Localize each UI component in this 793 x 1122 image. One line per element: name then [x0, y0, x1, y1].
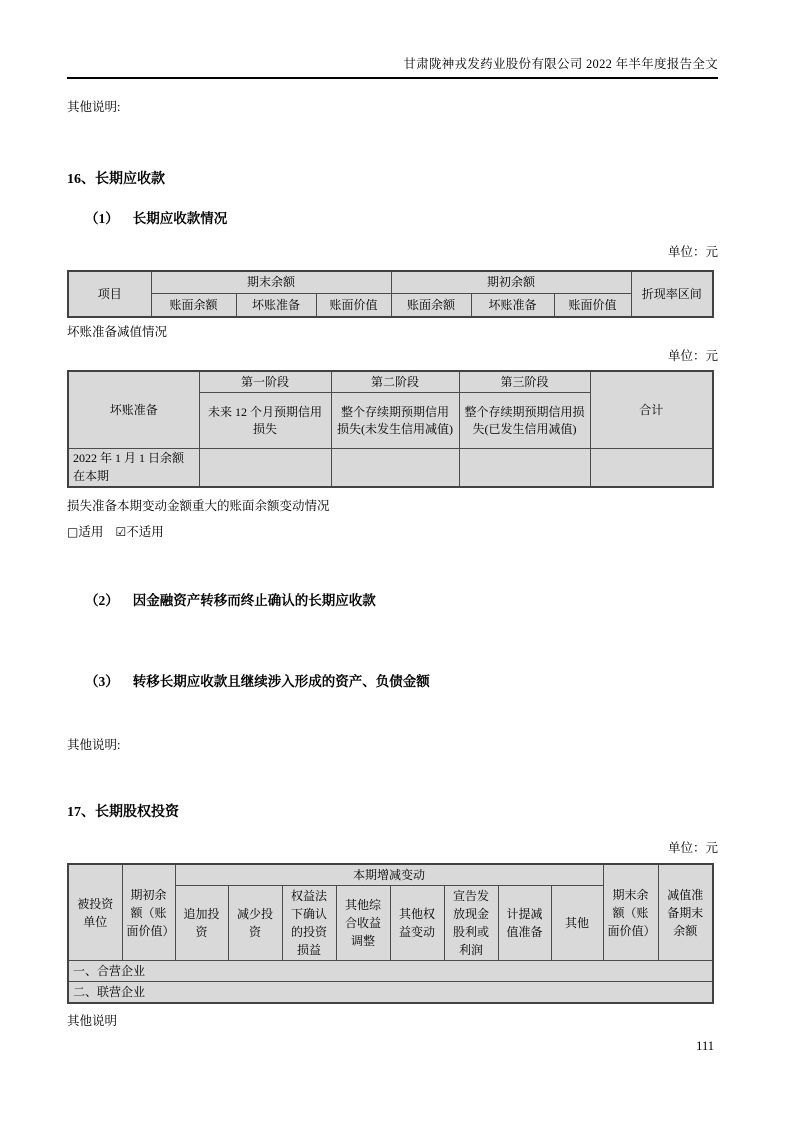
bad-debt-provision-stages-table — [67, 370, 714, 488]
t2-header-stage2: 第二阶段 — [331, 371, 459, 393]
t3-row-joint-ventures: 一、合营企业 — [68, 961, 713, 982]
t3-header-investee: 被投资单位 — [68, 864, 122, 961]
t2-row-label: 2022 年 1 月 1 日余额在本期 — [68, 449, 199, 487]
page-content — [67, 0, 718, 1030]
t2-row-stage1-value — [199, 449, 331, 487]
applicability-checkbox-row — [67, 522, 718, 540]
section-16-1-text: 长期应收款情况 — [132, 210, 228, 226]
checkbox-applicable — [67, 525, 103, 539]
unit-label-2: 单位：元 — [667, 349, 718, 364]
section-16-3-text: 转移长期应收款且继续涉入形成的资产、负债金额 — [132, 673, 430, 689]
t3-header-ending-balance: 期末余额（账面价值） — [603, 864, 658, 961]
unit-label-1: 单位：元 — [667, 244, 718, 259]
section-16-2-title — [85, 589, 718, 609]
t2-header-stage3: 第三阶段 — [459, 371, 590, 393]
t2-row-stage3-value — [459, 449, 590, 487]
t1-header-ending-book-balance: 账面余额 — [151, 294, 236, 317]
t2-header-stage1: 第一阶段 — [199, 371, 331, 393]
section-16-2-text: 因金融资产转移而终止确认的长期应收款 — [132, 592, 376, 608]
loss-change-note: 损失准备本期变动金额重大的账面余额变动情况 — [67, 499, 330, 514]
document-header-title: 甘肃陇神戎发药业股份有限公司 2022 年半年度报告全文 — [67, 0, 718, 79]
t2-row-stage2-value — [331, 449, 459, 487]
t3-header-additional-investment: 追加投资 — [175, 886, 228, 961]
t2-header-stage2-desc: 整个存续期预期信用损失(未发生信用减值) — [331, 393, 459, 449]
t3-header-impairment-provision: 计提减值准备 — [498, 886, 551, 961]
bad-debt-impairment-note: 坏账准备减值情况 — [67, 324, 168, 339]
t3-row-associates: 二、联营企业 — [68, 982, 713, 1004]
section-16-3-number: （3） — [85, 673, 119, 689]
t1-header-beginning-balance-group: 期初余额 — [391, 271, 631, 294]
t3-header-reduced-investment: 减少投资 — [228, 886, 282, 961]
checkbox-not-applicable-label: 不适用 — [126, 524, 164, 539]
t1-header-ending-bad-debt: 坏账准备 — [236, 294, 316, 317]
section-16-2-number: （2） — [85, 592, 119, 608]
t3-header-oci-adjustment: 其他综合收益调整 — [336, 886, 390, 961]
long-term-equity-investment-table — [67, 863, 714, 1004]
t2-row-total-value — [590, 449, 713, 487]
t3-header-cash-dividends: 宣告发放现金股利或利润 — [444, 886, 498, 961]
other-note-bottom: 其他说明 — [67, 1014, 118, 1029]
t1-header-ending-balance-group: 期末余额 — [151, 271, 391, 294]
checkbox-applicable-label: 适用 — [78, 524, 104, 539]
section-17-title: 17、长期股权投资 — [67, 805, 179, 821]
other-note-middle: 其他说明: — [67, 737, 121, 752]
t3-header-impairment-ending: 减值准备期末余额 — [658, 864, 713, 961]
t3-header-beginning-balance: 期初余额（账面价值） — [122, 864, 175, 961]
t2-header-total: 合计 — [590, 371, 713, 449]
checkbox-not-applicable — [115, 525, 163, 539]
t1-header-beginning-bad-debt: 坏账准备 — [471, 294, 554, 317]
checkbox-checked-icon: ☑ — [115, 524, 127, 539]
t2-header-stage1-desc: 未来 12 个月预期信用损失 — [199, 393, 331, 449]
section-16-3-title — [85, 670, 718, 690]
t2-header-stage3-desc: 整个存续期预期信用损失(已发生信用减值) — [459, 393, 590, 449]
section-16-title: 16、长期应收款 — [67, 171, 165, 187]
section-16-1-title — [85, 207, 718, 227]
t1-header-beginning-book-value: 账面价值 — [554, 294, 631, 317]
t1-header-beginning-book-balance: 账面余额 — [391, 294, 471, 317]
other-note-top: 其他说明: — [67, 100, 121, 114]
t1-header-item: 项目 — [68, 271, 151, 317]
section-16-1-number: （1） — [85, 210, 119, 226]
t3-header-other: 其他 — [551, 886, 603, 961]
checkbox-unchecked-icon: □ — [67, 524, 79, 539]
long-term-receivables-table — [67, 270, 714, 318]
t1-header-ending-book-value: 账面价值 — [316, 294, 391, 317]
unit-label-3: 单位：元 — [667, 841, 718, 856]
t3-header-other-equity-change: 其他权益变动 — [390, 886, 444, 961]
t3-header-equity-method-pl: 权益法下确认的投资损益 — [282, 886, 336, 961]
t3-header-current-changes-group: 本期增减变动 — [175, 864, 603, 886]
t2-header-provision: 坏账准备 — [68, 371, 199, 449]
t1-header-discount-rate: 折现率区间 — [631, 271, 713, 317]
page-number: 111 — [696, 1039, 714, 1053]
